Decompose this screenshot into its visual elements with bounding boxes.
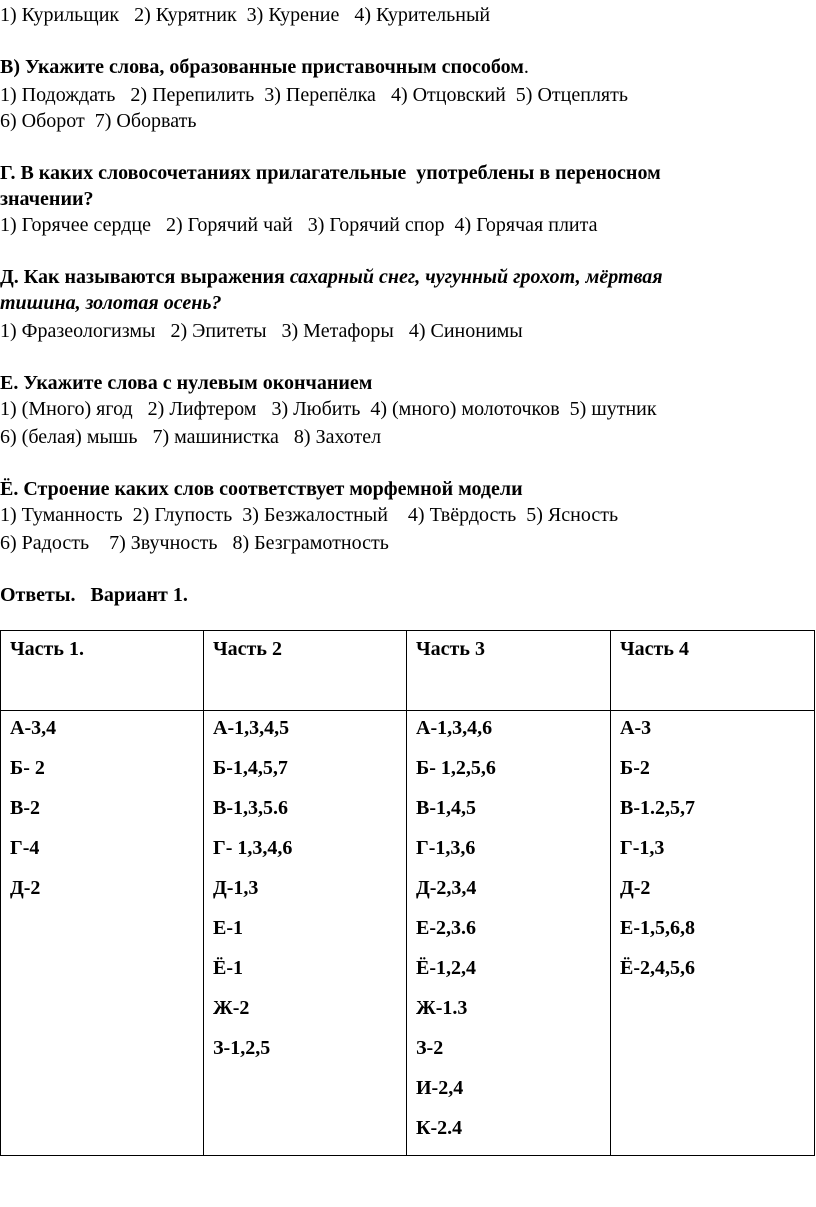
answer-item: А-3,4 bbox=[10, 717, 57, 739]
answer-item: Д-2 bbox=[620, 877, 651, 899]
question-g-title-2: значении? bbox=[0, 188, 94, 210]
answers-table bbox=[0, 630, 815, 1156]
question-g-options: 1) Горячее сердце 2) Горячий чай 3) Горячий спор 4) Горячая плита bbox=[0, 214, 598, 236]
answer-item: Г-1,3 bbox=[620, 837, 665, 859]
answers-header-part4: Часть 4 bbox=[611, 631, 815, 711]
answers-body-row bbox=[1, 711, 815, 1156]
answer-item: Ё-1 bbox=[213, 957, 243, 979]
question-yo-options-1: 1) Туманность 2) Глупость 3) Безжалостный 4) Твёрдость 5) Ясность bbox=[0, 504, 619, 526]
answer-item: В-1,3,5.6 bbox=[213, 797, 288, 819]
answers-header-part1: Часть 1. bbox=[1, 631, 204, 711]
answer-item: В-1.2,5,7 bbox=[620, 797, 695, 819]
answer-item: Ё-1,2,4 bbox=[416, 957, 476, 979]
question-d-title-2: тишина, золотая осень? bbox=[0, 292, 222, 314]
answer-item: Б- 2 bbox=[10, 757, 45, 779]
question-top-options: 1) Курильщик 2) Курятник 3) Курение 4) Курительный bbox=[0, 4, 491, 26]
answer-item: Е-1,5,6,8 bbox=[620, 917, 695, 939]
answer-item: В-2 bbox=[10, 797, 40, 819]
answer-item: Г-1,3,6 bbox=[416, 837, 476, 859]
answers-heading: Ответы. Вариант 1. bbox=[0, 584, 188, 606]
question-d-title-italic-1: сахарный снег, чугунный грохот, мёртвая bbox=[289, 266, 663, 288]
answer-item: З-2 bbox=[416, 1037, 444, 1059]
answer-item: З-1,2,5 bbox=[213, 1037, 271, 1059]
answer-item: И-2,4 bbox=[416, 1077, 464, 1099]
question-e-options-2: 6) (белая) мышь 7) машинистка 8) Захотел bbox=[0, 426, 382, 448]
question-yo-title: Ё. Строение каких слов соответствует морфемной модели bbox=[0, 478, 523, 500]
answers-col-part1 bbox=[1, 711, 204, 1156]
answers-col-part4 bbox=[611, 711, 815, 1156]
question-g-title-1: Г. В каких словосочетаниях прилагательные употреблены в переносном bbox=[0, 162, 661, 184]
answer-item: Ё-2,4,5,6 bbox=[620, 957, 695, 979]
question-v-title-end: . bbox=[523, 56, 529, 78]
answer-item: Е-1 bbox=[213, 917, 243, 939]
answers-header-part2: Часть 2 bbox=[204, 631, 407, 711]
question-e-options-1: 1) (Много) ягод 2) Лифтером 3) Любить 4) (много) молоточков 5) шутник bbox=[0, 398, 657, 420]
answer-item: А-1,3,4,6 bbox=[416, 717, 493, 739]
answer-item: Б-1,4,5,7 bbox=[213, 757, 288, 779]
answer-item: Б-2 bbox=[620, 757, 650, 779]
question-v-options-1: 1) Подождать 2) Перепилить 3) Перепёлка 4) Отцовский 5) Отцеплять bbox=[0, 84, 628, 106]
question-v-title-text: В) Укажите слова, образованные приставочным способом bbox=[0, 56, 524, 78]
answer-item: А-3 bbox=[620, 717, 652, 739]
question-v-title bbox=[0, 54, 529, 80]
question-d-title-prefix: Д. Как называются выражения bbox=[0, 266, 290, 288]
answer-item: А-1,3,4,5 bbox=[213, 717, 290, 739]
question-d-title-1 bbox=[0, 264, 663, 290]
answer-item: В-1,4,5 bbox=[416, 797, 476, 819]
answer-item: Б- 1,2,5,6 bbox=[416, 757, 496, 779]
answer-item: Ж-1.3 bbox=[416, 997, 468, 1019]
answers-col-part3 bbox=[407, 711, 611, 1156]
question-d-options: 1) Фразеологизмы 2) Эпитеты 3) Метафоры 4) Синонимы bbox=[0, 320, 523, 342]
answers-col-part2 bbox=[204, 711, 407, 1156]
answer-item: Д-2,3,4 bbox=[416, 877, 477, 899]
answer-item: Ж-2 bbox=[213, 997, 250, 1019]
answers-header-part3: Часть 3 bbox=[407, 631, 611, 711]
question-v-options-2: 6) Оборот 7) Оборвать bbox=[0, 110, 197, 132]
answer-item: Д-1,3 bbox=[213, 877, 259, 899]
answer-item: Д-2 bbox=[10, 877, 41, 899]
question-e-title: Е. Укажите слова с нулевым окончанием bbox=[0, 372, 373, 394]
answer-item: Е-2,3.6 bbox=[416, 917, 476, 939]
answer-item: Г- 1,3,4,6 bbox=[213, 837, 293, 859]
answer-item: К-2.4 bbox=[416, 1117, 463, 1139]
question-yo-options-2: 6) Радость 7) Звучность 8) Безграмотность bbox=[0, 532, 389, 554]
answer-item: Г-4 bbox=[10, 837, 40, 859]
answers-header-row bbox=[1, 631, 815, 711]
